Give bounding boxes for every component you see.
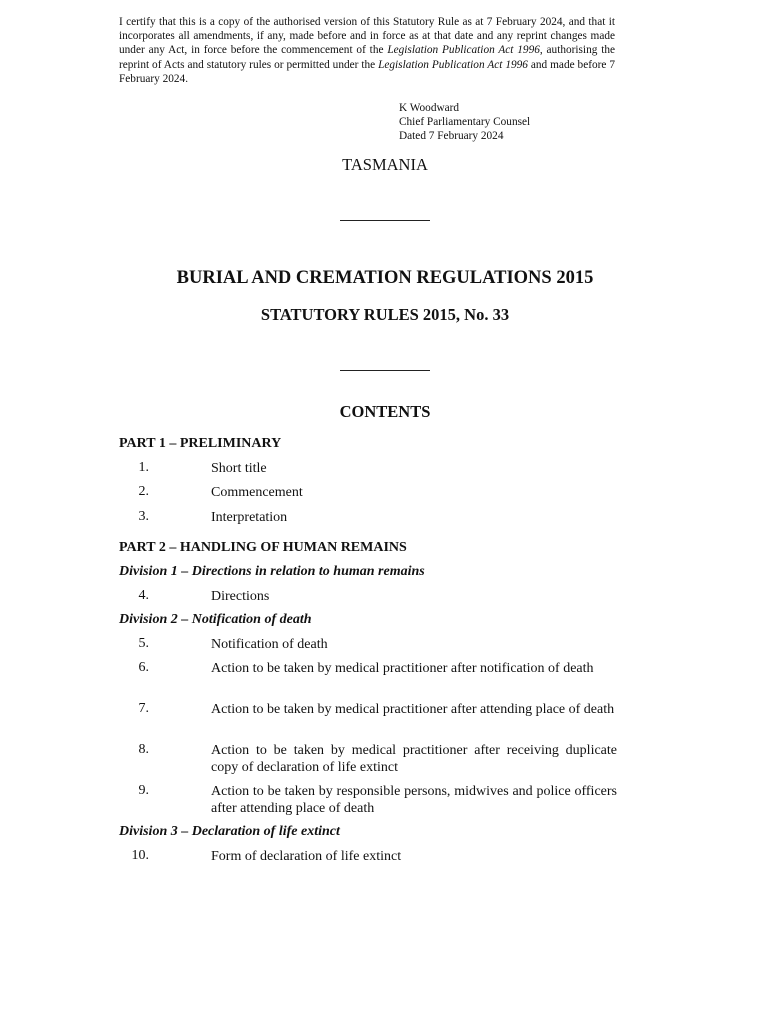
certification-statement: [119, 15, 615, 86]
entry-title: Interpretation: [211, 510, 288, 525]
entry-title: Action to be taken by responsible persons, midwives and police officers after attending place of death: [211, 784, 617, 816]
signatory-position: Chief Parliamentary Counsel: [399, 116, 531, 129]
division-heading: Division 2 – Notification of death: [119, 612, 312, 627]
entry-title: Form of declaration of life extinct: [211, 849, 402, 864]
act-reference-2: Legislation Publication Act 1996: [378, 58, 528, 71]
entry-title: Directions: [211, 589, 270, 604]
entry-title: Notification of death: [211, 637, 328, 652]
entry-number: 10.: [131, 848, 149, 863]
signature-block: [399, 101, 530, 144]
signatory-name: K Woodward: [399, 102, 460, 114]
separator-rule: [340, 220, 430, 221]
entry-number: 1.: [138, 460, 149, 475]
entry-title: Action to be taken by medical practitioner after attending place of death: [211, 702, 615, 717]
entry-title: Action to be taken by medical practitioner after notification of death: [211, 661, 594, 676]
entry-title: Short title: [211, 461, 267, 476]
jurisdiction-heading: TASMANIA: [342, 155, 428, 174]
document-title: BURIAL AND CREMATION REGULATIONS 2015: [176, 268, 594, 288]
certification-text-2: , authorising the reprint of Acts and statutory rules or permitted under the: [119, 44, 616, 71]
document-subtitle: STATUTORY RULES 2015, No. 33: [260, 305, 510, 324]
certification-text-1: I certify that this is a copy of the authorised version of this Statutory Rule as at 7 February 2024, and that it incorporates all amendments, if any, made before and in force as at that date and any reprint changes made under any Act, in force before the commencement of the: [119, 16, 615, 57]
entry-number: 8.: [138, 742, 149, 757]
act-reference-1: Legislation Publication Act 1996: [387, 44, 540, 57]
division-heading: Division 3 – Declaration of life extinct: [119, 824, 340, 839]
part-heading: PART 2 – HANDLING OF HUMAN REMAINS: [119, 540, 407, 555]
entry-number: 7.: [138, 701, 149, 716]
entry-number: 4.: [138, 588, 149, 603]
entry-number: 6.: [138, 660, 149, 675]
entry-number: 5.: [138, 636, 149, 651]
entry-title: Commencement: [211, 485, 303, 500]
contents-heading: CONTENTS: [339, 402, 431, 421]
entry-number: 3.: [138, 509, 149, 524]
entry-title: Action to be taken by medical practitioner after receiving duplicate copy of declaration of life extinct: [211, 743, 617, 775]
entry-number: 9.: [138, 783, 149, 798]
certification-text-3: and made before 7 February 2024.: [119, 58, 615, 85]
part-heading: PART 1 – PRELIMINARY: [119, 436, 282, 451]
division-heading: Division 1 – Directions in relation to human remains: [119, 564, 425, 579]
signature-date: Dated 7 February 2024: [399, 130, 504, 143]
separator-rule: [340, 370, 430, 371]
entry-number: 2.: [138, 484, 149, 499]
